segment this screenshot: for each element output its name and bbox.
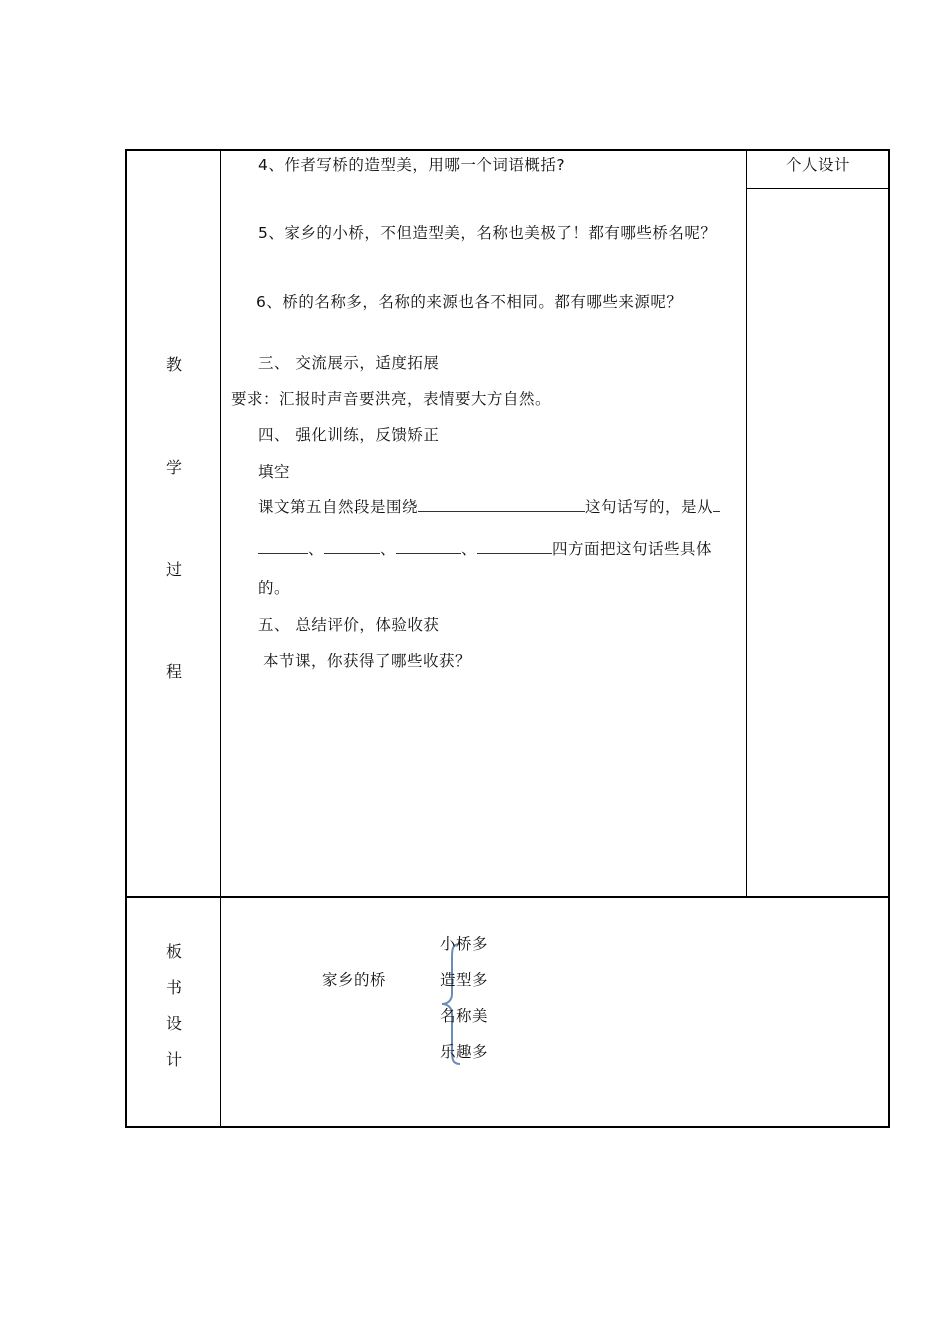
label-teaching-char-4: 程 xyxy=(165,662,182,681)
section-5-heading: 五、 总结评价，体验收获 xyxy=(258,616,440,634)
blank-3[interactable] xyxy=(324,539,380,554)
section-4-heading: 四、 强化训练，反馈矫正 xyxy=(258,426,440,444)
blank-2[interactable] xyxy=(258,539,308,554)
fill-blank-heading: 填空 xyxy=(258,463,291,481)
question-4: 4、作者写桥的造型美，用哪一个词语概括? xyxy=(258,156,566,174)
blank-5[interactable] xyxy=(477,539,552,554)
board-item-4: 乐趣多 xyxy=(440,1043,489,1061)
label-board-char-2: 书 xyxy=(165,978,182,997)
table-border-bottom xyxy=(125,1126,890,1128)
personal-design-header-divider xyxy=(747,188,890,189)
table-divider-middle xyxy=(125,896,890,898)
fill-line-1-prefix: 课文第五自然段是围绕 xyxy=(258,498,419,516)
personal-design-column-divider xyxy=(746,149,747,898)
harvest-question: 本节课，你获得了哪些收获？ xyxy=(263,652,472,670)
fill-line-2-suffix: 四方面把这句话些具体 xyxy=(552,540,713,558)
fill-line-1 xyxy=(258,497,720,517)
label-teaching-char-1: 教 xyxy=(165,355,182,374)
board-title: 家乡的桥 xyxy=(322,971,387,989)
board-item-1: 小桥多 xyxy=(440,935,489,953)
blank-1[interactable] xyxy=(418,497,585,512)
separator-3: 、 xyxy=(461,540,478,558)
label-teaching-char-2: 学 xyxy=(165,458,182,477)
question-5: 5、家乡的小桥，不但造型美，名称也美极了！都有哪些桥名呢？ xyxy=(258,224,717,242)
fill-line-3: 的。 xyxy=(258,579,291,597)
blank-2-start[interactable] xyxy=(713,497,720,512)
table-border-right xyxy=(888,149,890,1128)
label-board-char-4: 计 xyxy=(165,1050,182,1069)
table-border-left xyxy=(125,149,127,1128)
personal-design-header: 个人设计 xyxy=(786,156,851,174)
requirement-text: 要求：汇报时声音要洪亮，表情要大方自然。 xyxy=(231,390,552,408)
table-border-top xyxy=(125,149,890,151)
blank-4[interactable] xyxy=(396,539,461,554)
label-column-divider xyxy=(220,149,221,1128)
separator-1: 、 xyxy=(308,540,325,558)
fill-line-2 xyxy=(258,539,712,559)
label-teaching-char-3: 过 xyxy=(165,560,182,579)
fill-line-1-middle: 这句话写的，是从 xyxy=(585,498,714,516)
section-3-heading: 三、 交流展示，适度拓展 xyxy=(258,354,440,372)
separator-2: 、 xyxy=(380,540,397,558)
question-6: 6、桥的名称多，名称的来源也各不相同。都有哪些来源呢？ xyxy=(256,293,683,311)
label-board-char-1: 板 xyxy=(165,942,182,961)
label-board-char-3: 设 xyxy=(165,1014,182,1033)
board-item-3: 名称美 xyxy=(440,1007,489,1025)
board-item-2: 造型多 xyxy=(440,971,489,989)
